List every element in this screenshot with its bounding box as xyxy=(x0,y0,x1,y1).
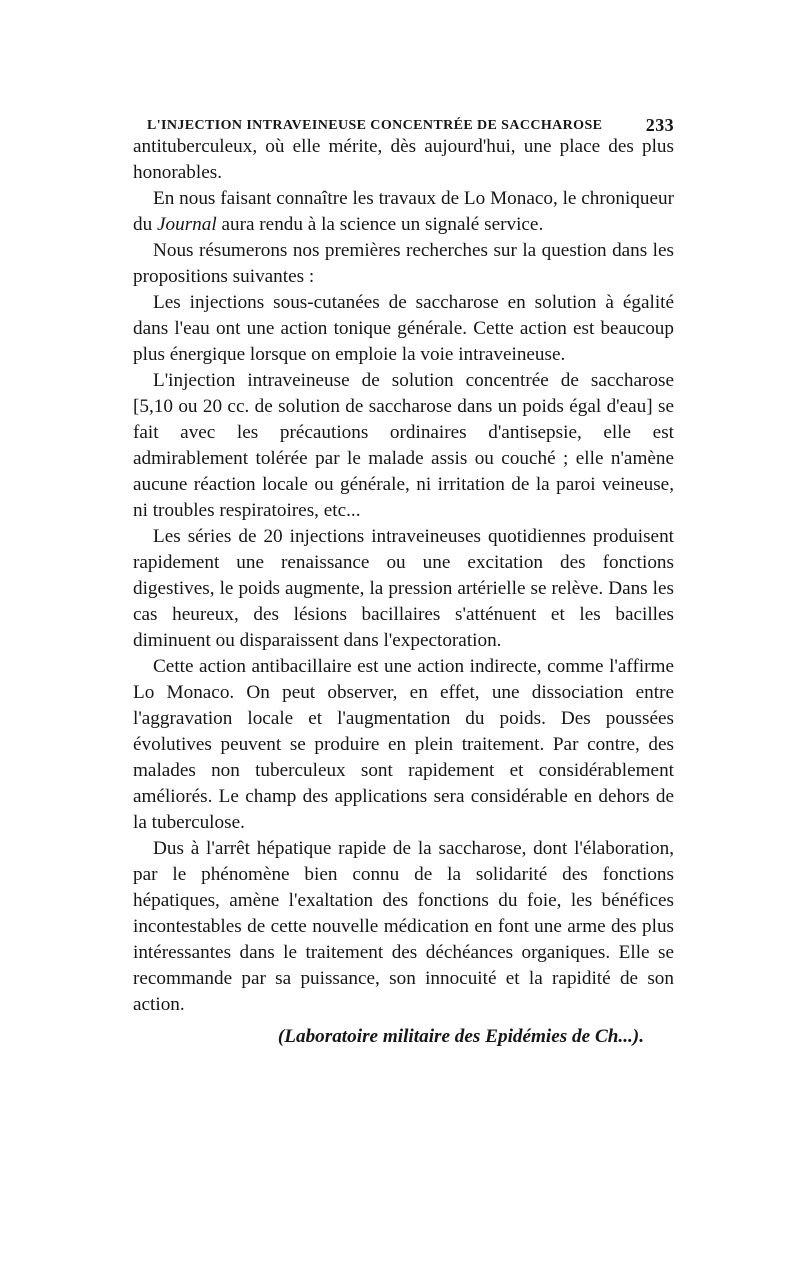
body-text xyxy=(133,134,674,1018)
paragraph-text: aura rendu à la science un signalé service. xyxy=(216,214,544,235)
paragraph: Les séries de 20 injections intraveineuses quotidiennes produisent rapidement une renaissance ou une excitation des fonctions digestives, le poids augmente, la pression artérielle se relève. Dans les cas heureux, des lésions bacillaires s'atténuent et les bacilles diminuent ou disparaissent dans l'expectoration. xyxy=(133,526,674,651)
paragraph-text: En nous faisant connaître les travaux de Lo Monaco, le chroniqueur du xyxy=(133,188,674,235)
running-title: L'INJECTION INTRAVEINEUSE CONCENTRÉE DE SACCHAROSE xyxy=(147,118,603,133)
paragraph-continued: antituberculeux, où elle mérite, dès aujourd'hui, une place des plus honorables. xyxy=(133,136,674,183)
book-page xyxy=(133,108,674,1050)
source-citation: (Laboratoire militaire des Epidémies de Ch...). xyxy=(277,1026,644,1047)
running-header xyxy=(133,108,674,134)
paragraph: Dus à l'arrêt hépatique rapide de la saccharose, dont l'élaboration, par le phénomène bien connu de la solidarité des fonctions hépatiques, amène l'exaltation des fonctions du foie, les bénéfices incontestables de cette nouvelle médication en font une arme des plus intéressantes dans le traitement des déchéances organiques. Elle se recommande par sa puissance, son innocuité et la rapidité de son action. xyxy=(133,838,674,1015)
paragraph: Les injections sous-cutanées de saccharose en solution à égalité dans l'eau ont une action tonique générale. Cette action est beaucoup plus énergique lorsque on emploie la voie intraveineuse. xyxy=(133,292,674,365)
paragraph: Nous résumerons nos premières recherches sur la question dans les propositions suivantes : xyxy=(133,240,674,287)
paragraph xyxy=(133,186,674,238)
paragraph: Cette action antibacillaire est une action indirecte, comme l'affirme Lo Monaco. On peut observer, en effet, une dissociation entre l'aggravation locale et l'augmentation du poids. Des poussées évolutives peuvent se produire en plein traitement. Par contre, des malades non tuberculeux sont rapidement et considérablement améliorés. Le champ des applications sera considérable en dehors de la tuberculose. xyxy=(133,656,674,833)
journal-title: Journal xyxy=(156,214,217,235)
page-number: 233 xyxy=(645,115,674,135)
paragraph: L'injection intraveineuse de solution concentrée de saccharose [5,10 ou 20 cc. de solution de saccharose dans un poids égal d'eau] se fait avec les précautions ordinaires d'antisepsie, elle est admirablement tolérée par le malade assis ou couché ; elle n'amène aucune réaction locale ou générale, ni irritation de la paroi veineuse, ni troubles respiratoires, etc... xyxy=(133,370,674,521)
